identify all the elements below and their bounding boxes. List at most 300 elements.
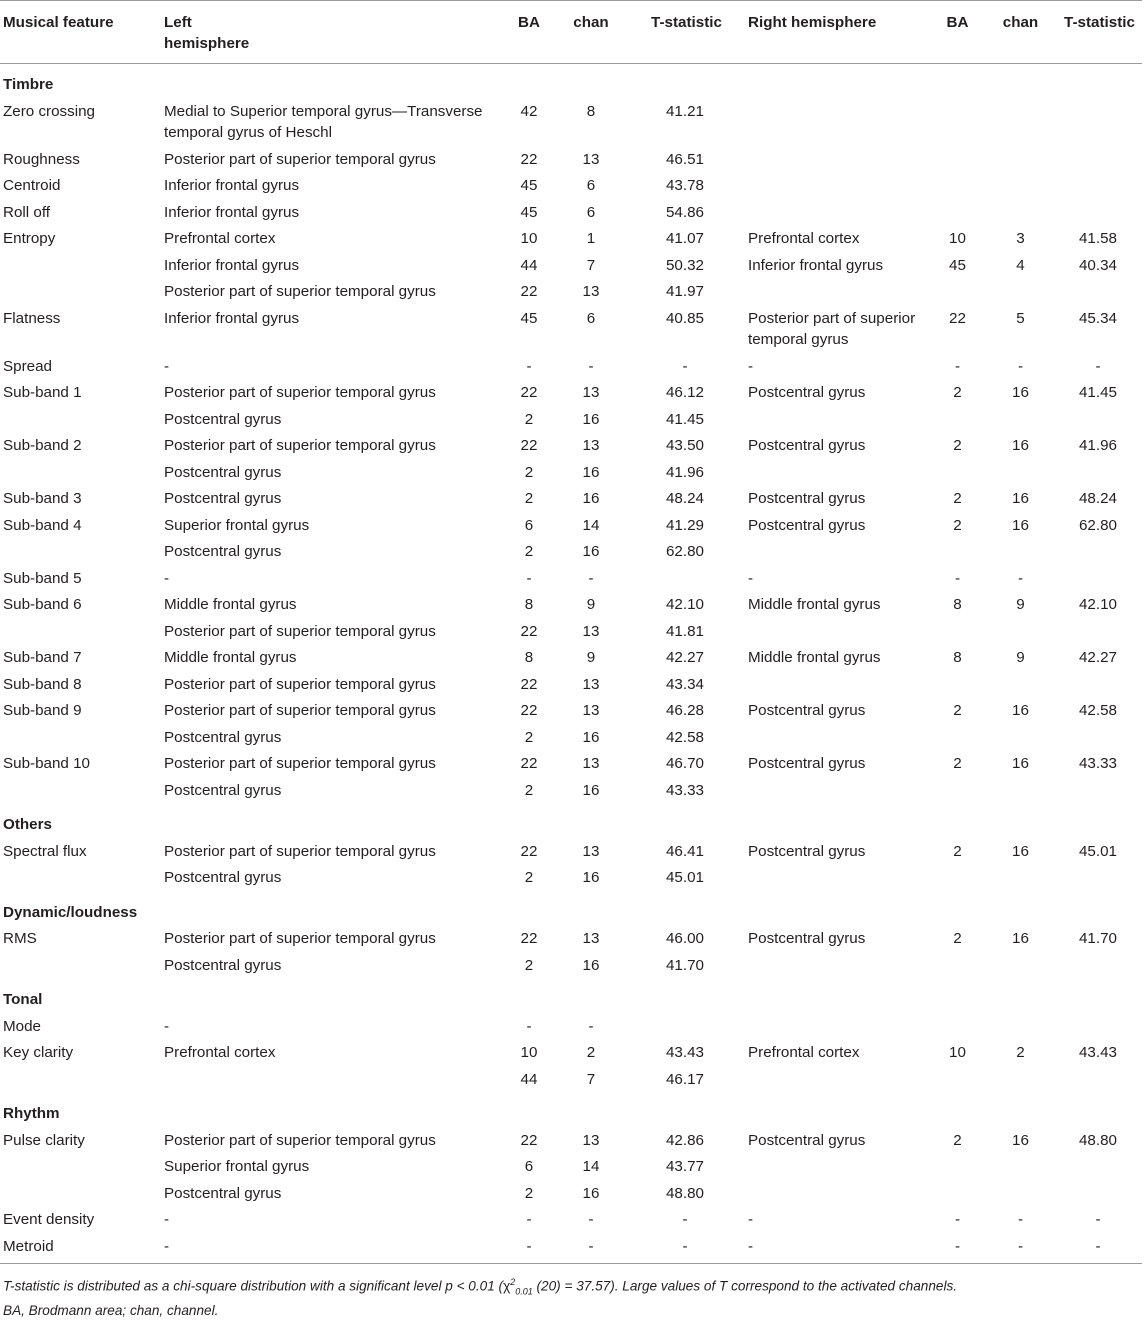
right-t-cell: 40.34 bbox=[1078, 256, 1117, 274]
right-t-cell bbox=[1054, 1066, 1142, 1093]
section-label: Rhythm bbox=[3, 1105, 60, 1122]
left-region-cell: - bbox=[164, 1211, 170, 1228]
left-ba-cell: 45 bbox=[520, 203, 538, 221]
left-ba-cell: 42 bbox=[520, 102, 538, 120]
section-label: Others bbox=[3, 816, 52, 833]
right-t-cell bbox=[1054, 724, 1142, 751]
right-region-cell: Prefrontal cortex bbox=[748, 230, 860, 247]
right-chan-cell bbox=[984, 671, 1054, 698]
right-region-cell: - bbox=[748, 569, 754, 587]
left-region-cell: Postcentral gyrus bbox=[164, 463, 282, 481]
left-ba-cell: 6 bbox=[524, 1158, 534, 1175]
right-region-cell: Prefrontal cortex bbox=[748, 1044, 860, 1061]
right-ba-cell: 10 bbox=[949, 230, 966, 247]
right-t-cell bbox=[1054, 172, 1142, 199]
right-chan-cell: 16 bbox=[1012, 490, 1029, 507]
feature-cell: Sub-band 5 bbox=[3, 569, 82, 587]
right-ba-cell: 2 bbox=[953, 1131, 962, 1149]
table-row bbox=[0, 925, 1142, 952]
feature-cell: Entropy bbox=[3, 230, 56, 247]
left-region-cell: Postcentral gyrus bbox=[164, 869, 282, 886]
header-right-hemisphere: Right hemisphere bbox=[748, 14, 877, 31]
table-row bbox=[0, 512, 1142, 539]
left-ba-cell: 2 bbox=[524, 543, 534, 560]
table-row bbox=[0, 379, 1142, 406]
right-ba-cell: - bbox=[954, 569, 961, 587]
footnote-suffix: (20) = 37.57). Large values of T correspond to the activated channels. bbox=[532, 1278, 958, 1294]
right-region-cell bbox=[745, 98, 928, 146]
table-row bbox=[0, 724, 1142, 751]
left-ba-cell: 22 bbox=[520, 675, 538, 693]
feature-cell: Centroid bbox=[3, 177, 61, 194]
footnote-line-2: BA, Brodmann area; chan, channel. bbox=[3, 1303, 219, 1319]
table-row bbox=[0, 305, 1142, 353]
right-ba-cell: 10 bbox=[949, 1044, 966, 1061]
right-region-cell bbox=[745, 172, 928, 199]
right-chan-cell: - bbox=[1017, 1211, 1024, 1228]
left-t-cell: 43.34 bbox=[665, 675, 704, 693]
left-ba-cell: - bbox=[526, 569, 532, 587]
right-t-cell bbox=[1054, 199, 1142, 226]
right-region-cell bbox=[745, 538, 928, 565]
left-chan-cell: 7 bbox=[586, 256, 596, 274]
right-ba-cell bbox=[928, 1153, 984, 1180]
right-region-cell: Postcentral gyrus bbox=[748, 930, 866, 947]
header-left-t-statistic: T-statistic bbox=[651, 14, 722, 31]
feature-cell bbox=[0, 459, 161, 486]
right-region-cell bbox=[745, 864, 928, 891]
left-t-cell: 43.50 bbox=[665, 437, 704, 454]
left-chan-cell: 6 bbox=[586, 203, 596, 221]
left-region-cell: Inferior frontal gyrus bbox=[164, 256, 300, 274]
right-region-cell bbox=[745, 671, 928, 698]
left-ba-cell: - bbox=[526, 1237, 532, 1255]
right-ba-cell: 2 bbox=[953, 755, 962, 772]
table-row bbox=[0, 952, 1142, 979]
right-region-cell bbox=[745, 1153, 928, 1180]
left-ba-cell: 45 bbox=[520, 177, 538, 194]
right-chan-cell: 16 bbox=[1012, 516, 1029, 534]
table-row bbox=[0, 1180, 1142, 1207]
left-ba-cell: 44 bbox=[520, 1070, 538, 1088]
header-right-t-statistic: T-statistic bbox=[1064, 14, 1135, 31]
right-region-cell bbox=[745, 724, 928, 751]
right-region-cell: Middle frontal gyrus bbox=[748, 649, 881, 666]
table-row bbox=[0, 432, 1142, 459]
left-chan-cell: - bbox=[588, 1237, 594, 1255]
right-region-cell bbox=[745, 618, 928, 645]
header-right-chan: chan bbox=[1002, 14, 1039, 31]
left-ba-cell: 22 bbox=[520, 384, 538, 401]
left-t-cell: 43.77 bbox=[665, 1158, 704, 1175]
right-region-cell bbox=[745, 777, 928, 804]
feature-cell: Sub-band 1 bbox=[3, 384, 82, 401]
right-region-cell bbox=[745, 1066, 928, 1093]
left-t-cell: 43.78 bbox=[665, 177, 704, 194]
right-chan-cell bbox=[984, 199, 1054, 226]
left-chan-cell: 13 bbox=[582, 930, 600, 947]
right-t-cell: 42.58 bbox=[1078, 702, 1117, 719]
left-region-cell: Posterior part of superior temporal gyrus bbox=[164, 1131, 436, 1149]
left-t-cell: 48.80 bbox=[665, 1184, 704, 1202]
feature-cell: Sub-band 3 bbox=[3, 490, 82, 507]
right-t-cell bbox=[1054, 1153, 1142, 1180]
left-t-cell: 46.51 bbox=[665, 150, 704, 168]
right-t-cell: 42.27 bbox=[1078, 649, 1117, 666]
left-t-cell: 46.12 bbox=[665, 384, 704, 401]
right-t-cell bbox=[1054, 459, 1142, 486]
left-region-cell: Postcentral gyrus bbox=[164, 410, 282, 428]
left-t-cell: 46.00 bbox=[665, 930, 704, 947]
right-chan-cell: 16 bbox=[1012, 930, 1029, 947]
left-chan-cell: 13 bbox=[582, 842, 600, 860]
left-t-cell: - bbox=[682, 1237, 688, 1255]
right-ba-cell: - bbox=[954, 1237, 961, 1255]
right-t-cell: - bbox=[1095, 1237, 1101, 1255]
right-region-cell bbox=[745, 406, 928, 433]
right-chan-cell: 9 bbox=[1016, 649, 1025, 666]
section-row bbox=[0, 978, 1142, 1013]
right-t-cell bbox=[1054, 278, 1142, 305]
right-chan-cell: - bbox=[1017, 357, 1024, 375]
feature-cell: Sub-band 7 bbox=[3, 649, 82, 666]
left-chan-cell: 13 bbox=[582, 755, 600, 772]
right-ba-cell bbox=[928, 278, 984, 305]
left-chan-cell: 13 bbox=[582, 283, 600, 300]
table-row bbox=[0, 750, 1142, 777]
right-ba-cell bbox=[928, 459, 984, 486]
right-chan-cell bbox=[984, 278, 1054, 305]
right-chan-cell bbox=[984, 1013, 1054, 1040]
left-t-cell: 50.32 bbox=[665, 256, 704, 274]
right-t-cell bbox=[1054, 146, 1142, 173]
left-chan-cell: - bbox=[588, 1017, 594, 1035]
right-chan-cell: 16 bbox=[1012, 842, 1029, 860]
section-row bbox=[0, 891, 1142, 926]
left-chan-cell: 16 bbox=[582, 410, 600, 428]
left-chan-cell: 16 bbox=[582, 869, 600, 886]
right-ba-cell bbox=[928, 1013, 984, 1040]
left-region-cell: Postcentral gyrus bbox=[164, 1184, 282, 1202]
right-region-cell bbox=[745, 1013, 928, 1040]
left-t-cell: 42.86 bbox=[665, 1131, 704, 1149]
table-row bbox=[0, 98, 1142, 146]
right-t-cell: 41.45 bbox=[1078, 384, 1117, 401]
right-ba-cell: 2 bbox=[953, 930, 962, 947]
table-row bbox=[0, 618, 1142, 645]
right-region-cell: - bbox=[748, 1237, 754, 1255]
feature-cell bbox=[0, 538, 161, 565]
table-row bbox=[0, 1066, 1142, 1093]
right-ba-cell: 2 bbox=[953, 490, 962, 507]
left-region-cell: Posterior part of superior temporal gyrus bbox=[164, 384, 436, 401]
left-chan-cell: 13 bbox=[582, 1131, 600, 1149]
right-ba-cell: 2 bbox=[953, 702, 962, 719]
right-ba-cell bbox=[928, 1066, 984, 1093]
left-chan-cell: 7 bbox=[586, 1070, 596, 1088]
right-ba-cell: 45 bbox=[949, 256, 966, 274]
right-chan-cell: - bbox=[1017, 569, 1024, 587]
right-chan-cell bbox=[984, 172, 1054, 199]
left-region-cell: Inferior frontal gyrus bbox=[164, 177, 300, 194]
left-chan-cell: 9 bbox=[586, 596, 596, 613]
table-row bbox=[0, 1039, 1142, 1066]
left-region-cell: Posterior part of superior temporal gyrus bbox=[164, 283, 436, 300]
right-chan-cell: 16 bbox=[1012, 1131, 1029, 1149]
right-ba-cell: 2 bbox=[953, 384, 962, 401]
left-region-cell: - bbox=[164, 357, 170, 375]
left-t-cell: 41.29 bbox=[665, 516, 704, 534]
table-header bbox=[0, 1, 1142, 64]
feature-cell bbox=[0, 406, 161, 433]
right-chan-cell: 16 bbox=[1012, 702, 1029, 719]
right-region-cell bbox=[745, 278, 928, 305]
left-region-cell: Posterior part of superior temporal gyrus bbox=[164, 437, 436, 454]
right-region-cell: Postcentral gyrus bbox=[748, 437, 866, 454]
right-ba-cell: 2 bbox=[953, 842, 962, 860]
feature-cell: Roughness bbox=[3, 150, 80, 168]
feature-cell: Flatness bbox=[3, 309, 61, 327]
left-t-cell: 41.96 bbox=[665, 463, 704, 481]
left-chan-cell: - bbox=[588, 569, 594, 587]
chi-superscript: 2 bbox=[510, 1277, 516, 1287]
right-t-cell bbox=[1054, 1180, 1142, 1207]
right-t-cell: - bbox=[1095, 357, 1101, 375]
left-ba-cell: - bbox=[526, 357, 532, 375]
feature-cell bbox=[0, 1066, 161, 1093]
left-chan-cell: 16 bbox=[582, 463, 600, 481]
table-row bbox=[0, 565, 1142, 592]
left-region-cell: Postcentral gyrus bbox=[164, 781, 282, 799]
table-row bbox=[0, 172, 1142, 199]
right-chan-cell bbox=[984, 618, 1054, 645]
left-ba-cell: 22 bbox=[520, 1131, 538, 1149]
feature-cell bbox=[0, 952, 161, 979]
left-region-cell: Inferior frontal gyrus bbox=[164, 309, 300, 327]
chi-subscript: 0.01 bbox=[515, 1286, 533, 1297]
feature-cell: Metroid bbox=[3, 1237, 54, 1255]
right-t-cell: 43.43 bbox=[1078, 1044, 1117, 1061]
left-t-cell: 41.81 bbox=[665, 622, 704, 640]
right-chan-cell bbox=[984, 952, 1054, 979]
feature-cell: Spread bbox=[3, 357, 52, 375]
right-ba-cell bbox=[928, 864, 984, 891]
left-ba-cell: 22 bbox=[520, 622, 538, 640]
left-t-cell: 41.07 bbox=[665, 230, 704, 247]
left-ba-cell: - bbox=[526, 1017, 532, 1035]
left-t-cell: 40.85 bbox=[665, 309, 704, 327]
left-ba-cell: 10 bbox=[520, 230, 538, 247]
left-chan-cell: 2 bbox=[586, 1044, 596, 1061]
left-region-cell bbox=[161, 1066, 501, 1093]
right-region-cell: Postcentral gyrus bbox=[748, 516, 866, 534]
left-t-cell bbox=[625, 1013, 745, 1040]
left-ba-cell: 2 bbox=[524, 463, 534, 481]
left-t-cell bbox=[625, 565, 745, 592]
section-label: Dynamic/loudness bbox=[3, 903, 138, 921]
feature-cell bbox=[0, 1180, 161, 1207]
right-chan-cell: 16 bbox=[1012, 384, 1029, 401]
right-chan-cell: 3 bbox=[1016, 230, 1025, 247]
right-chan-cell bbox=[984, 724, 1054, 751]
left-t-cell: 62.80 bbox=[665, 543, 704, 560]
table-row bbox=[0, 591, 1142, 618]
left-chan-cell: 14 bbox=[582, 516, 600, 534]
table-row bbox=[0, 252, 1142, 279]
left-region-cell: Superior frontal gyrus bbox=[164, 1158, 310, 1175]
left-region-cell: Posterior part of superior temporal gyrus bbox=[164, 842, 436, 860]
left-ba-cell: 10 bbox=[520, 1044, 538, 1061]
header-left-ba: BA bbox=[518, 14, 540, 31]
feature-cell: Pulse clarity bbox=[3, 1131, 85, 1149]
right-t-cell: - bbox=[1095, 1211, 1101, 1228]
left-region-cell: Postcentral gyrus bbox=[164, 728, 282, 746]
table-row bbox=[0, 644, 1142, 671]
right-chan-cell bbox=[984, 777, 1054, 804]
left-ba-cell: 22 bbox=[520, 842, 538, 860]
right-chan-cell bbox=[984, 146, 1054, 173]
right-region-cell: Inferior frontal gyrus bbox=[748, 256, 884, 274]
right-t-cell: 48.80 bbox=[1078, 1131, 1117, 1149]
table-row bbox=[0, 1153, 1142, 1180]
right-chan-cell: 16 bbox=[1012, 755, 1029, 772]
left-chan-cell: 13 bbox=[582, 384, 600, 401]
right-region-cell bbox=[745, 952, 928, 979]
left-ba-cell: 45 bbox=[520, 309, 538, 327]
right-region-cell: - bbox=[748, 357, 754, 375]
right-chan-cell: - bbox=[1017, 1237, 1024, 1255]
left-region-cell: Prefrontal cortex bbox=[164, 230, 276, 247]
right-region-cell: Postcentral gyrus bbox=[748, 384, 866, 401]
section-row bbox=[0, 1092, 1142, 1127]
left-chan-cell: 16 bbox=[582, 543, 600, 560]
left-ba-cell: 8 bbox=[524, 649, 534, 666]
right-ba-cell: 2 bbox=[953, 437, 962, 454]
feature-cell: Sub-band 10 bbox=[3, 755, 90, 772]
feature-cell: Key clarity bbox=[3, 1044, 74, 1061]
right-chan-cell: 16 bbox=[1012, 437, 1029, 454]
right-t-cell bbox=[1054, 538, 1142, 565]
right-t-cell: 42.10 bbox=[1078, 596, 1117, 613]
chi-symbol: χ bbox=[503, 1278, 511, 1294]
left-chan-cell: 13 bbox=[582, 622, 600, 640]
right-chan-cell bbox=[984, 1180, 1054, 1207]
section-label: Timbre bbox=[3, 76, 54, 93]
table-row bbox=[0, 838, 1142, 865]
left-chan-cell: 6 bbox=[586, 177, 596, 194]
right-t-cell bbox=[1054, 406, 1142, 433]
left-chan-cell: 16 bbox=[582, 781, 600, 799]
right-region-cell bbox=[745, 146, 928, 173]
header-row bbox=[0, 1, 1142, 64]
left-region-cell: - bbox=[164, 1237, 170, 1255]
left-t-cell: 42.10 bbox=[665, 596, 704, 613]
left-ba-cell: 22 bbox=[520, 283, 538, 300]
right-ba-cell bbox=[928, 199, 984, 226]
right-ba-cell bbox=[928, 538, 984, 565]
left-region-cell: - bbox=[164, 569, 170, 587]
right-ba-cell bbox=[928, 618, 984, 645]
left-region-cell: Posterior part of superior temporal gyrus bbox=[164, 675, 436, 693]
left-ba-cell: 2 bbox=[524, 956, 534, 974]
left-t-cell: 54.86 bbox=[665, 203, 704, 221]
left-t-cell: - bbox=[682, 1211, 688, 1228]
feature-cell: Sub-band 4 bbox=[3, 516, 82, 534]
footnote-prefix: T-statistic is distributed as a chi-square distribution with a significant level p < 0.01 ( bbox=[3, 1278, 504, 1294]
table-row bbox=[0, 485, 1142, 512]
right-chan-cell: 9 bbox=[1016, 596, 1025, 613]
right-region-cell bbox=[745, 199, 928, 226]
right-ba-cell: - bbox=[954, 357, 961, 375]
left-ba-cell: 2 bbox=[524, 869, 534, 886]
table-footnote bbox=[0, 1264, 1145, 1321]
left-region-cell: Middle frontal gyrus bbox=[164, 649, 297, 666]
left-ba-cell: 2 bbox=[524, 410, 534, 428]
table-row bbox=[0, 671, 1142, 698]
right-chan-cell: 4 bbox=[1016, 256, 1025, 274]
left-ba-cell: - bbox=[526, 1211, 532, 1228]
right-ba-cell bbox=[928, 1180, 984, 1207]
left-region-cell: Superior frontal gyrus bbox=[164, 516, 310, 534]
left-chan-cell: 13 bbox=[582, 675, 600, 693]
right-chan-cell bbox=[984, 459, 1054, 486]
left-ba-cell: 22 bbox=[520, 702, 538, 719]
table-row bbox=[0, 406, 1142, 433]
left-t-cell: 41.97 bbox=[665, 283, 704, 300]
table-row bbox=[0, 697, 1142, 724]
feature-cell: Sub-band 9 bbox=[3, 702, 82, 719]
right-t-cell bbox=[1054, 98, 1142, 146]
right-region-cell: Postcentral gyrus bbox=[748, 842, 866, 860]
left-t-cell: 41.70 bbox=[665, 956, 704, 974]
left-t-cell: - bbox=[682, 357, 688, 375]
right-ba-cell bbox=[928, 146, 984, 173]
table-row bbox=[0, 777, 1142, 804]
table-row bbox=[0, 864, 1142, 891]
right-region-cell: Posterior part of superior temporal gyrus bbox=[748, 309, 916, 348]
table-row bbox=[0, 1206, 1142, 1233]
right-chan-cell: 2 bbox=[1016, 1044, 1025, 1061]
left-t-cell: 43.43 bbox=[665, 1044, 704, 1061]
left-chan-cell: 16 bbox=[582, 728, 600, 746]
right-ba-cell bbox=[928, 952, 984, 979]
right-t-cell bbox=[1054, 1013, 1142, 1040]
right-chan-cell bbox=[984, 538, 1054, 565]
left-region-cell: Posterior part of superior temporal gyrus bbox=[164, 930, 436, 947]
right-ba-cell: 8 bbox=[953, 649, 962, 666]
table-row bbox=[0, 278, 1142, 305]
left-region-cell: Posterior part of superior temporal gyrus bbox=[164, 622, 436, 640]
right-ba-cell bbox=[928, 406, 984, 433]
feature-cell: Zero crossing bbox=[3, 102, 96, 120]
section-row bbox=[0, 803, 1142, 838]
left-t-cell: 42.58 bbox=[665, 728, 704, 746]
right-chan-cell bbox=[984, 1066, 1054, 1093]
right-t-cell: 45.01 bbox=[1078, 842, 1117, 860]
right-t-cell: 62.80 bbox=[1078, 516, 1117, 534]
left-ba-cell: 22 bbox=[520, 755, 538, 772]
table-row bbox=[0, 538, 1142, 565]
right-t-cell: 41.96 bbox=[1078, 437, 1117, 454]
left-ba-cell: 2 bbox=[524, 728, 534, 746]
left-t-cell: 46.70 bbox=[665, 755, 704, 772]
left-region-cell: Postcentral gyrus bbox=[164, 956, 282, 974]
table-body bbox=[0, 64, 1142, 1264]
right-t-cell: 41.70 bbox=[1078, 930, 1117, 947]
right-t-cell bbox=[1054, 565, 1142, 592]
right-t-cell: 45.34 bbox=[1078, 309, 1117, 327]
feature-cell bbox=[0, 724, 161, 751]
